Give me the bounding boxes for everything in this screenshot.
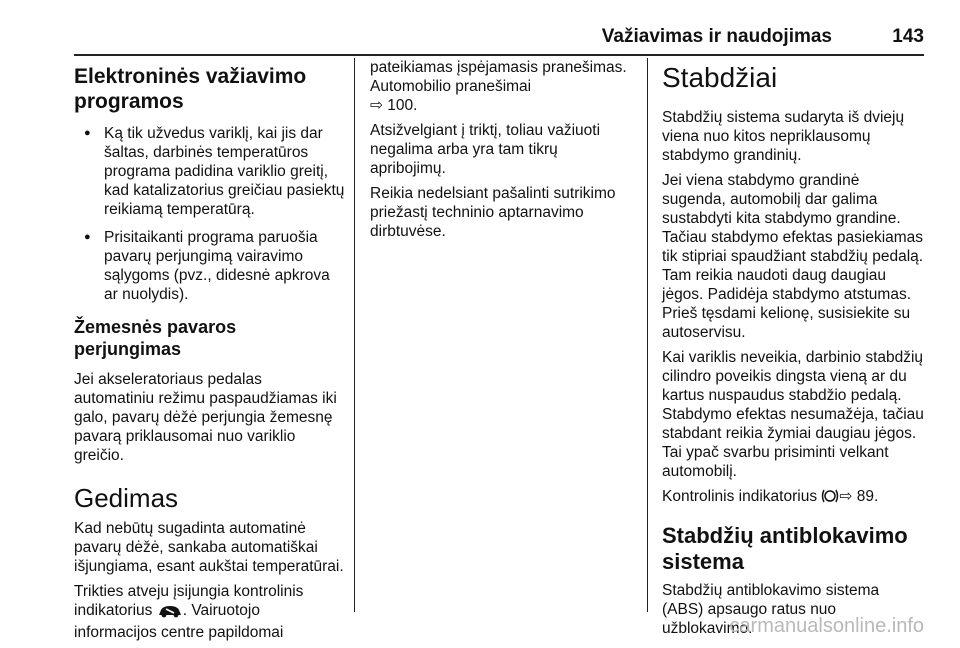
- fault-text-2-start: Trikties atveju įsijungia kontrolinis indikatorius: [74, 583, 304, 619]
- section-title-abs: Stabdžių antiblokavimo sistema: [662, 523, 908, 574]
- column-divider-1: [354, 58, 355, 612]
- page-ref-arrow-icon: ⇨: [839, 488, 853, 505]
- column-1: [74, 58, 346, 648]
- bullet-list: [74, 124, 346, 304]
- section-title-brakes: Stabdžiai: [662, 62, 778, 93]
- column-2: [370, 58, 636, 247]
- brake-circle-icon: [821, 488, 839, 509]
- fault-text: Kad nebūtų sugadinta automatinė pavarų dėžė, sankaba automatiškai išjungiama, esant aukštai temperatūrai.: [74, 520, 344, 575]
- page-header: [0, 0, 960, 56]
- brakes-paragraph-3: Kai variklis neveikia, darbinio stabdžių cilindro poveikis dingsta vieną ar du kartus nuspaudus stabdžio pedalą. Stabdymo efektas nesumažėja, tačiau stabdant reikia žymiai daugiau jėgos. Tai ypač svarbu prisiminti velkant automobilį.: [662, 349, 924, 480]
- page-ref-100[interactable]: 100.: [383, 97, 418, 114]
- kickdown-text: Jei akseleratoriaus pedalas automatiniu režimu paspaudžiamas iki galo, pavarų dėžė perjungia žemesnę pavarą priklausomai nuo variklio greičio.: [74, 371, 337, 464]
- fault-text-2: [74, 582, 346, 642]
- brakes-paragraph-1: Stabdžių sistema sudaryta iš dviejų viena nuo kitos nepriklausomų stabdymo grandinių.: [662, 109, 905, 164]
- warning-message-start: pateikiamas įspėjamasis pranešimas. Automobilio pranešimai: [370, 59, 627, 95]
- car-wrench-icon: [157, 604, 183, 623]
- brakes-paragraph-2: Jei viena stabdymo grandinė sugenda, automobilį dar galima sustabdyti kita stabdymo grandine. Tačiau stabdymo efektas pasiekiamas tik stipriai spaudžiant stabdžių pedalą. Tam reikia naudoti daug daugiau jėgos. Padidėja stabdymo atstumas. Prieš tęsdami kelionę, susisiekite su autoservisu.: [662, 172, 924, 341]
- list-item: ● Ką tik užvedus variklį, kai jis dar šaltas, darbinės temperatūros programa padidina variklio greitį, kad katalizatorius greičiau pasiektų reikiamą temperatūrą.: [74, 124, 346, 219]
- abs-text: Stabdžių antiblokavimo sistema (ABS) apsaugo ratus nuo užblokavimo.: [662, 582, 880, 637]
- page-ref-89[interactable]: 89.: [852, 488, 879, 505]
- warning-message-text: [370, 58, 636, 115]
- column-divider-2: [647, 58, 648, 612]
- section-title-fault: Gedimas: [74, 483, 179, 513]
- header-rule: [74, 54, 924, 56]
- list-item: ● Prisitaikanti programa paruošia pavarų perjungimą vairavimo sąlygoms (pvz., didesnė apkrova ar nuolydis).: [74, 228, 346, 304]
- indicator-text: Kontrolinis indikatorius: [662, 488, 818, 505]
- workshop-text: Reikia nedelsiant pašalinti sutrikimo priežastį techninio aptarnavimo dirbtuvėse.: [370, 185, 616, 240]
- fault-text-2-end: . Vairuotojo informacijos centre papildomai: [74, 602, 284, 641]
- watermark: carmanualsonline.info: [729, 615, 924, 637]
- brakes-paragraph-4: [662, 487, 924, 509]
- restriction-text: Atsižvelgiant į triktį, toliau važiuoti negalima arba yra tam tikrų apribojimų.: [370, 122, 601, 177]
- section-title-kickdown: Žemesnės pavaros perjungimas: [74, 317, 237, 359]
- column-3: [662, 58, 924, 644]
- section-title-driving-programs: Elektroninės važiavimo programos: [74, 65, 307, 113]
- page-ref-arrow-icon: ⇨: [370, 97, 383, 114]
- running-head: Važiavimas ir naudojimas: [601, 26, 832, 47]
- page-number: 143: [892, 26, 924, 47]
